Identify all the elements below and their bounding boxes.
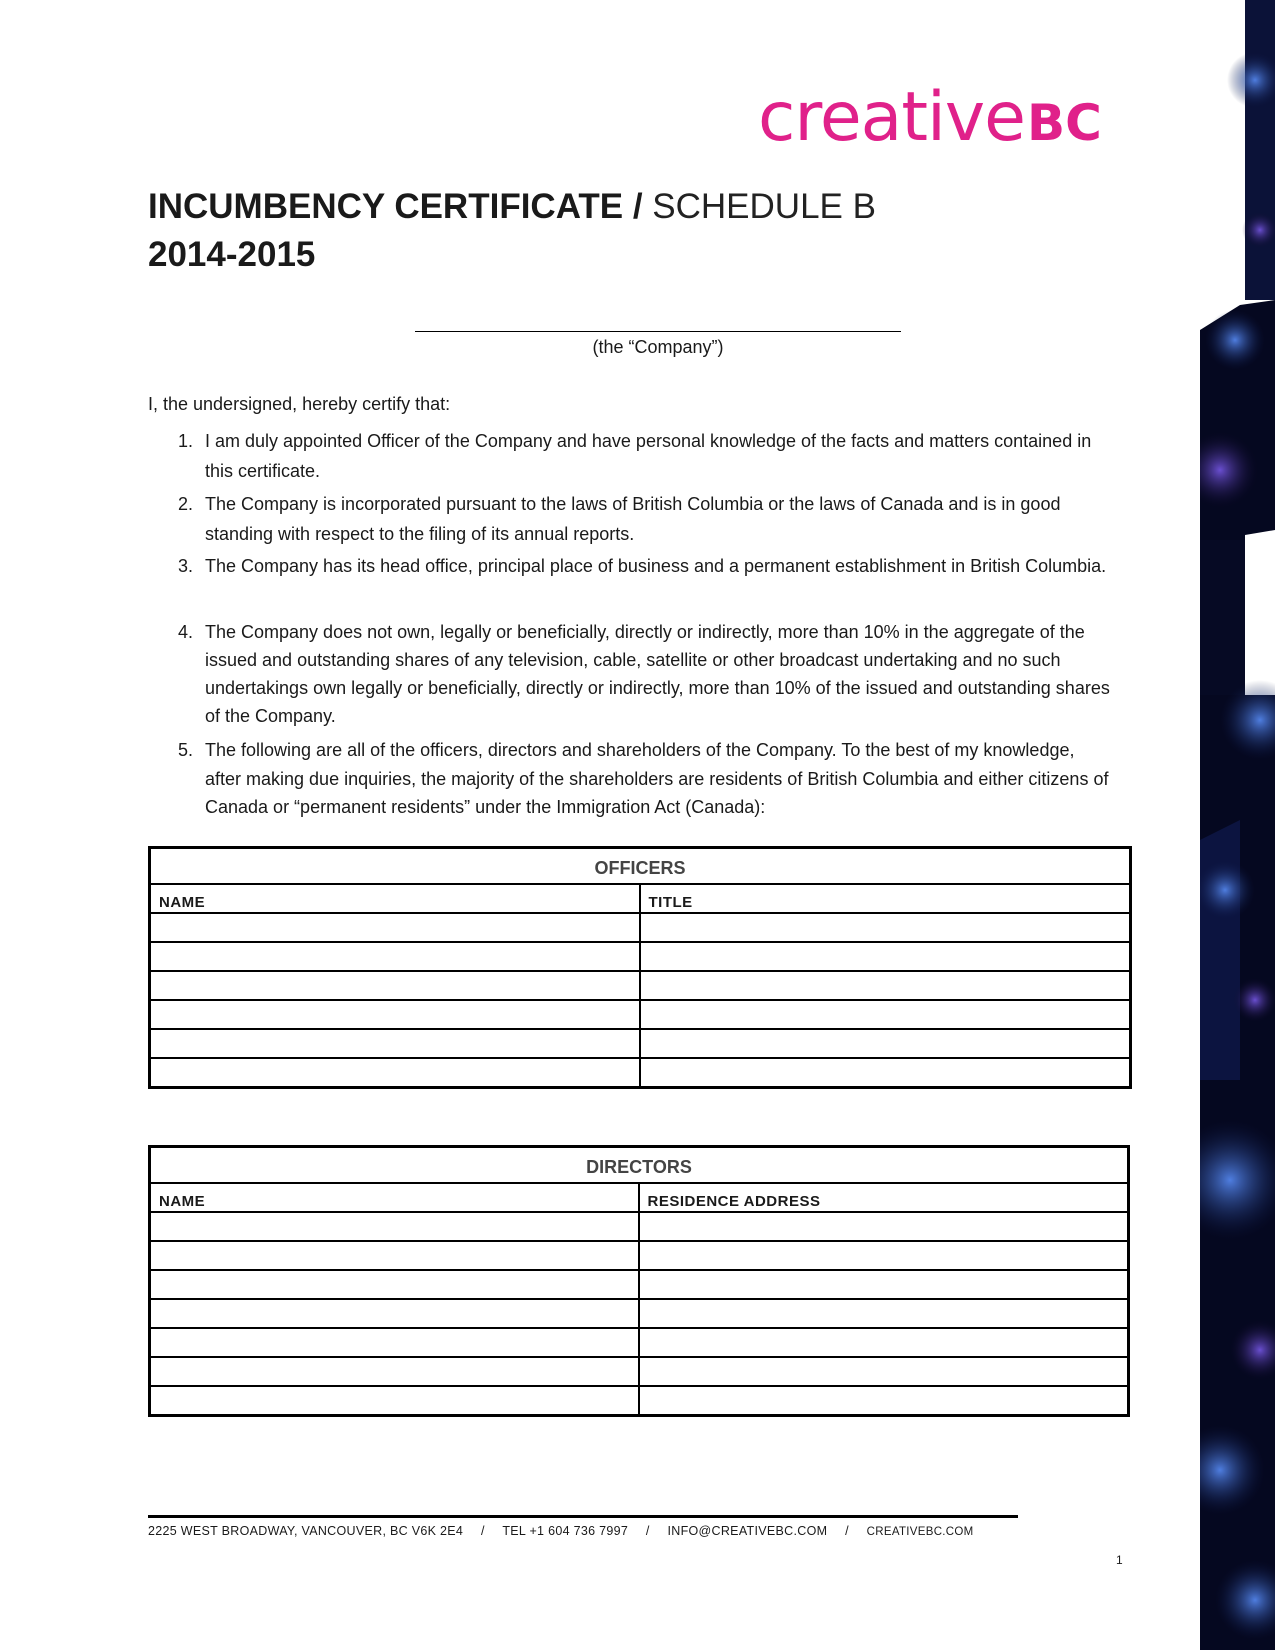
table-row [150,1058,1131,1088]
title-bold: INCUMBENCY CERTIFICATE / [148,187,643,226]
director-address-cell[interactable] [639,1299,1129,1328]
item-text: The Company has its head office, principal place of business and a permanent establishment in British Columbia. [205,556,1107,576]
footer-website[interactable]: CREATIVEBC.COM [866,1526,974,1538]
footer-address: 2225 WEST BROADWAY, VANCOUVER, BC V6K 2E4 [148,1524,464,1538]
table-row [150,1270,1129,1299]
item-text: The following are all of the officers, directors and shareholders of the Company. To the best of my knowledge, after making due inquiries, the majority of the shareholders are residents of British Columbia and either citizens of Canada or “permanent residents” under the Immigration Act (Canada): [205,740,1109,817]
table-row [150,913,1131,942]
page-number: 1 [1116,1553,1123,1567]
footer-contact [148,1524,988,1538]
officers-name-header: NAME [150,884,640,913]
decorative-side-strip [1200,0,1275,1650]
document-year: 2014-2015 [148,235,316,274]
footer-rule [148,1515,1018,1518]
director-address-cell[interactable] [639,1241,1129,1270]
table-row [150,1029,1131,1058]
officer-title-cell[interactable] [640,913,1131,942]
table-row [150,1000,1131,1029]
directors-address-header: RESIDENCE ADDRESS [639,1183,1129,1212]
item-number: 1. [178,431,194,451]
officer-name-cell[interactable] [150,1058,640,1088]
item-text: The Company does not own, legally or beneficially, directly or indirectly, more than 10% in the aggregate of the issued and outstanding shares of any television, cable, satellite or other broadcast undertaking and no such undertakings own legally or beneficially, directly or indirectly, more than 10% of the issued and outstanding shares of the Company. [205,622,1110,726]
logo-suffix: BC [1027,94,1102,152]
directors-caption: DIRECTORS [150,1147,1129,1184]
footer-separator: / [645,1524,650,1538]
director-name-cell[interactable] [150,1386,639,1416]
officer-name-cell[interactable] [150,1000,640,1029]
table-row [150,1241,1129,1270]
item-text: The Company is incorporated pursuant to the laws of British Columbia or the laws of Canada and is in good standing with respect to the filing of its annual reports. [205,494,1061,544]
creativebc-logo [758,78,1102,157]
officer-title-cell[interactable] [640,1058,1131,1088]
logo-word: creative [758,78,1025,157]
director-name-cell[interactable] [150,1299,639,1328]
footer-tel: TEL +1 604 736 7997 [502,1524,629,1538]
director-address-cell[interactable] [639,1328,1129,1357]
director-name-cell[interactable] [150,1270,639,1299]
director-address-cell[interactable] [639,1357,1129,1386]
officers-table [148,846,1132,1089]
officer-name-cell[interactable] [150,913,640,942]
director-name-cell[interactable] [150,1357,639,1386]
item-text: I am duly appointed Officer of the Company and have personal knowledge of the facts and matters contained in this certificate. [205,431,1092,481]
director-name-cell[interactable] [150,1328,639,1357]
officer-title-cell[interactable] [640,1029,1131,1058]
officers-caption: OFFICERS [150,848,1131,885]
company-name-line[interactable] [415,331,901,332]
director-address-cell[interactable] [639,1386,1129,1416]
director-name-cell[interactable] [150,1241,639,1270]
table-row [150,1386,1129,1416]
director-address-cell[interactable] [639,1270,1129,1299]
officer-name-cell[interactable] [150,942,640,971]
document-title [148,186,876,228]
officer-name-cell[interactable] [150,971,640,1000]
footer-email[interactable]: INFO@CREATIVEBC.COM [667,1524,828,1538]
table-row [150,1299,1129,1328]
table-row [150,942,1131,971]
item-number: 4. [178,622,194,642]
table-row [150,1328,1129,1357]
footer-separator: / [480,1524,485,1538]
officer-name-cell[interactable] [150,1029,640,1058]
title-schedule: SCHEDULE B [652,187,876,226]
footer-separator: / [845,1524,849,1538]
item-number: 5. [178,740,194,760]
directors-table [148,1145,1130,1417]
table-row [150,1357,1129,1386]
directors-name-header: NAME [150,1183,639,1212]
officer-title-cell[interactable] [640,942,1131,971]
director-address-cell[interactable] [639,1212,1129,1241]
item-number: 2. [178,494,194,514]
table-row [150,1212,1129,1241]
table-row [150,971,1131,1000]
company-label: (the “Company”) [592,337,724,357]
director-name-cell[interactable] [150,1212,639,1241]
officer-title-cell[interactable] [640,971,1131,1000]
certification-intro: I, the undersigned, hereby certify that: [148,394,451,414]
officers-title-header: TITLE [640,884,1131,913]
item-number: 3. [178,556,194,576]
officer-title-cell[interactable] [640,1000,1131,1029]
